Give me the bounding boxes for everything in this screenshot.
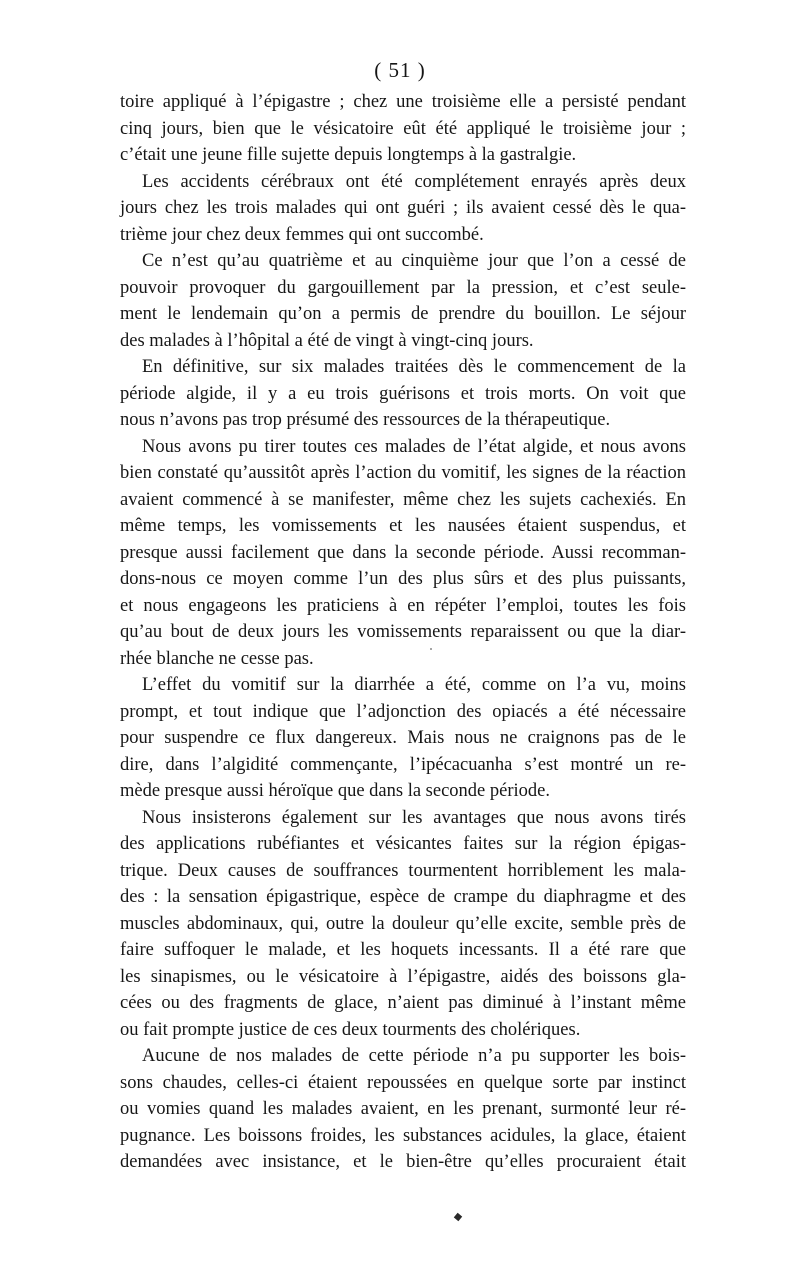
paragraph xyxy=(120,672,686,805)
text-line: mède presque aussi héroïque que dans la seconde période. xyxy=(120,781,550,801)
text-line: des applications rubéfiantes et vésicantes faites sur la région épigas- xyxy=(120,834,686,854)
paragraph xyxy=(120,1043,686,1176)
text-line: faire suffoquer le malade, et les hoquets incessants. Il a été rare que xyxy=(120,940,686,960)
body-text xyxy=(120,89,686,1176)
text-line: L’effet du vomitif sur la diarrhée a été, comme on l’a vu, moins xyxy=(142,675,686,695)
text-line: En définitive, sur six malades traitées dès le commencement de la xyxy=(142,357,686,377)
text-line: Aucune de nos malades de cette période n’a pu supporter les bois- xyxy=(142,1046,686,1066)
paragraph xyxy=(120,434,686,673)
text-line: ou fait prompte justice de ces deux tourments des cholériques. xyxy=(120,1019,581,1040)
text-line: cinq jours, bien que le vésicatoire eût été appliqué le troisième jour ; xyxy=(120,118,686,139)
text-line: cées ou des fragments de glace, n’aient pas diminué à l’instant même xyxy=(120,993,686,1013)
text-line: des malades à l’hôpital a été de vingt à vingt-cinq jours. xyxy=(120,330,534,351)
text-line: pugnance. Les boissons froides, les substances acidules, la glace, étaient xyxy=(120,1125,686,1146)
text-line: période algide, il y a eu trois guérisons et trois morts. On voit que xyxy=(120,383,686,404)
text-line: sons chaudes, celles-ci étaient repoussées en quelque sorte par instinct xyxy=(120,1072,686,1093)
text-line: Les accidents cérébraux ont été complétement enrayés après deux xyxy=(142,171,686,192)
text-line: demandées avec insistance, et le bien-être qu’elles procuraient était xyxy=(120,1152,686,1172)
print-speck xyxy=(430,648,432,650)
paragraph xyxy=(120,89,686,169)
text-line: trième jour chez deux femmes qui ont succombé. xyxy=(120,224,484,245)
text-line: presque aussi facilement que dans la seconde période. Aussi recomman- xyxy=(120,542,686,563)
text-line: Nous avons pu tirer toutes ces malades de l’état algide, et nous avons xyxy=(142,436,686,457)
paragraph xyxy=(120,354,686,434)
printer-mark-icon xyxy=(454,1213,462,1221)
text-line: qu’au bout de deux jours les vomissements reparaissent ou que la diar- xyxy=(120,622,686,642)
text-line: même temps, les vomissements et les nausées étaient suspendus, et xyxy=(120,516,686,536)
paragraph xyxy=(120,805,686,1044)
text-line: dons-nous ce moyen comme l’un des plus sûrs et des plus puissants, xyxy=(120,569,686,589)
text-line: muscles abdominaux, qui, outre la douleur qu’elle excite, semble près de xyxy=(120,913,686,934)
text-line: bien constaté qu’aussitôt après l’action du vomitif, les signes de la réaction xyxy=(120,463,686,483)
text-line: pour suspendre ce flux dangereux. Mais nous ne craignons pas de le xyxy=(120,728,686,748)
text-line: nous n’avons pas trop présumé des ressources de la thérapeutique. xyxy=(120,410,611,430)
text-line: trique. Deux causes de souffrances tourmentent horriblement les mala- xyxy=(120,860,686,881)
text-line: des : la sensation épigastrique, espèce de crampe du diaphragme et des xyxy=(120,887,686,907)
paragraph xyxy=(120,248,686,354)
text-line: Ce n’est qu’au quatrième et au cinquième jour que l’on a cessé de xyxy=(142,251,686,271)
page-number: ( 51 ) xyxy=(374,58,426,82)
text-line: dire, dans l’algidité commençante, l’ipécacuanha s’est montré un re- xyxy=(120,754,686,775)
text-line: et nous engageons les praticiens à en répéter l’emploi, toutes les fois xyxy=(120,595,686,616)
paragraph xyxy=(120,169,686,249)
text-line: ou vomies quand les malades avaient, en les prenant, surmonté leur ré- xyxy=(120,1099,686,1119)
text-line: les sinapismes, ou le vésicatoire à l’épigastre, aidés des boissons gla- xyxy=(120,966,686,987)
text-line: rhée blanche ne cesse pas. xyxy=(120,648,314,669)
text-line: c’était une jeune fille sujette depuis longtemps à la gastralgie. xyxy=(120,145,577,165)
text-line: avaient commencé à se manifester, même chez les sujets cachexiés. En xyxy=(120,489,686,510)
text-line: Nous insisterons également sur les avantages que nous avons tirés xyxy=(142,807,686,828)
text-line: jours chez les trois malades qui ont guéri ; ils avaient cessé dès le qua- xyxy=(120,198,686,218)
text-line: ment le lendemain qu’on a permis de prendre du bouillon. Le séjour xyxy=(120,304,686,324)
text-line: toire appliqué à l’épigastre ; chez une troisième elle a persisté pendant xyxy=(120,92,686,112)
text-line: pouvoir provoquer du gargouillement par la pression, et c’est seule- xyxy=(120,277,686,298)
text-line: prompt, et tout indique que l’adjonction des opiacés a été nécessaire xyxy=(120,701,686,722)
